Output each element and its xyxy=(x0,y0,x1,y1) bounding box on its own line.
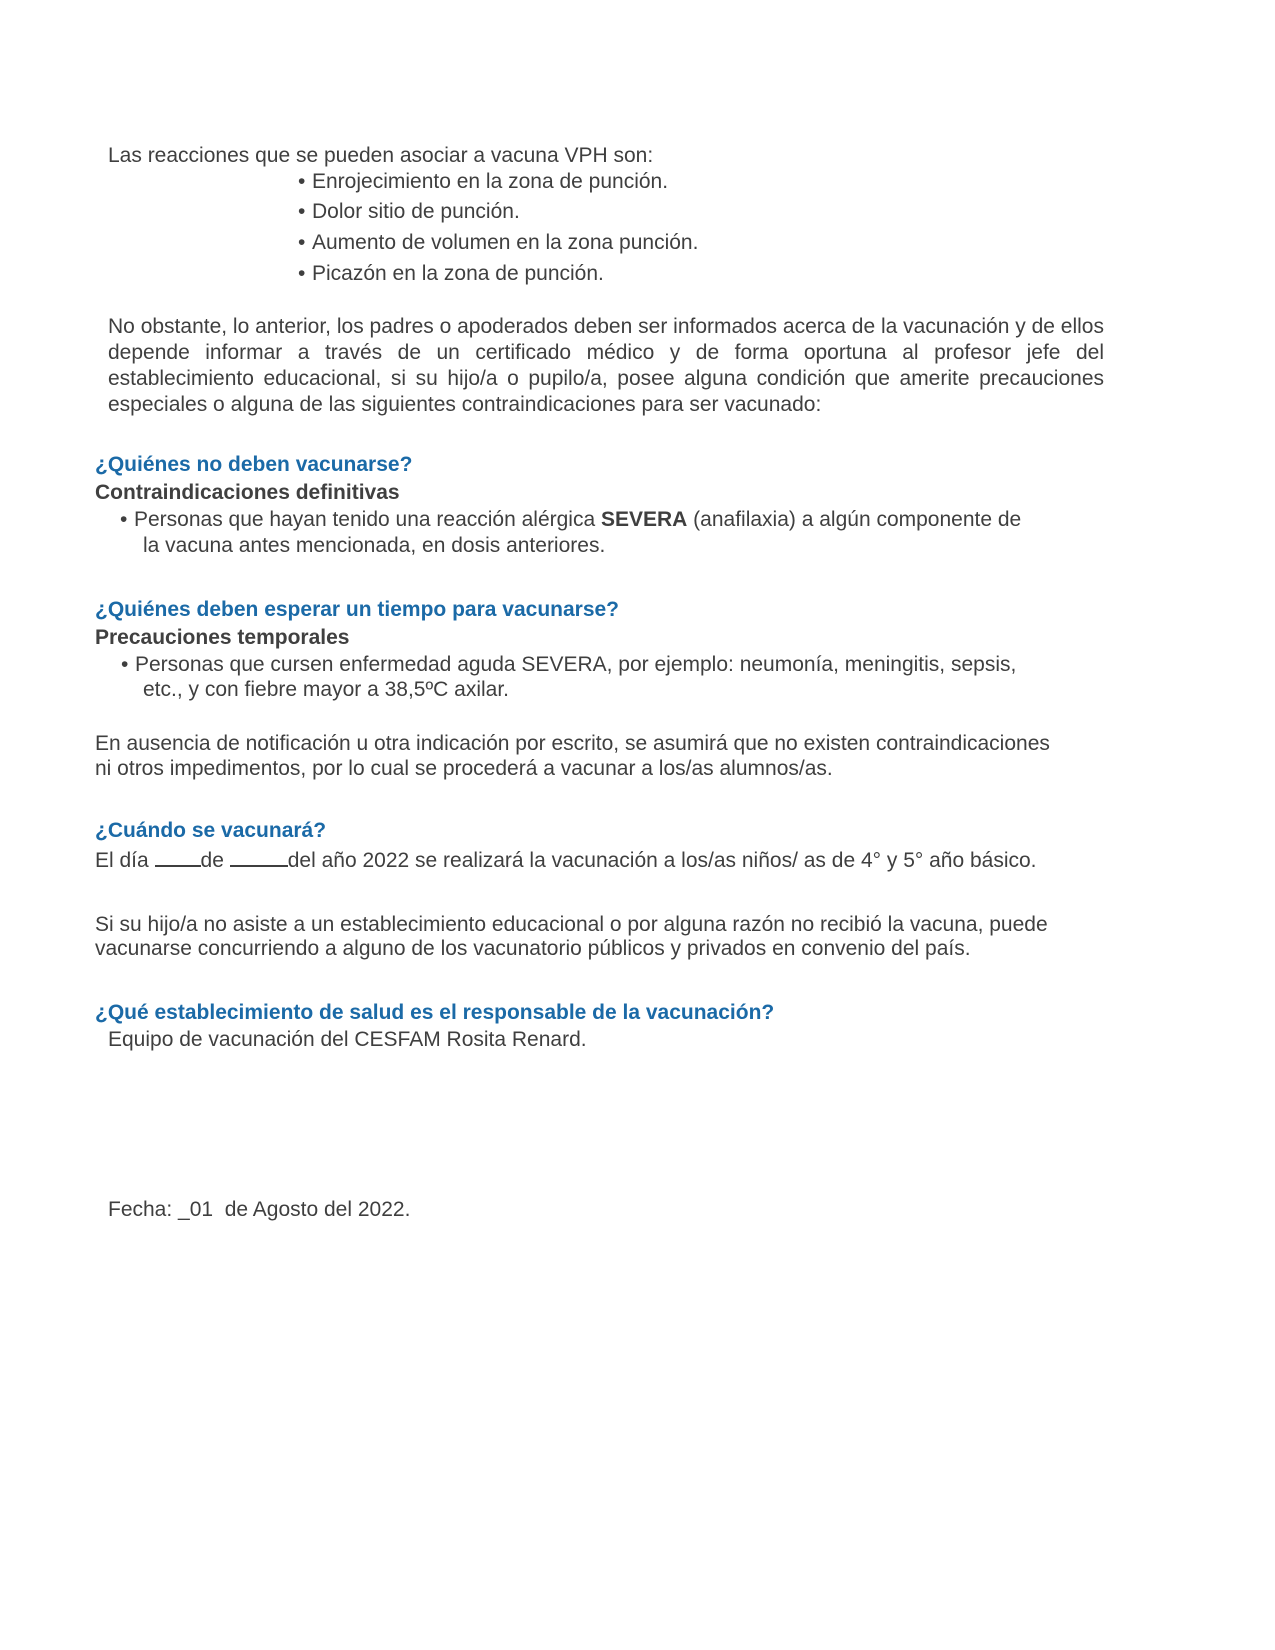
subheading-definitive: Contraindicaciones definitivas xyxy=(95,481,400,504)
temporary-item: • Personas que cursen enfermedad aguda SEVERA, por ejemplo: neumonía, meningitis, sepsis, xyxy=(121,653,1017,676)
reaction-item: • Dolor sitio de punción. xyxy=(298,200,520,223)
bullet-icon: • xyxy=(298,170,306,193)
bullet-icon: • xyxy=(121,653,129,676)
temporary-item-continuation: etc., y con fiebre mayor a 38,5ºC axilar. xyxy=(143,678,510,701)
reaction-item: • Picazón en la zona de punción. xyxy=(298,262,604,285)
absence-paragraph-line1: En ausencia de notificación u otra indicación por escrito, se asumirá que no existen contraindicaciones xyxy=(95,732,1050,755)
heading-when: ¿Cuándo se vacunará? xyxy=(95,819,327,842)
subheading-temporary: Precauciones temporales xyxy=(95,626,350,649)
notice-paragraph: No obstante, lo anterior, los padres o apoderados deben ser informados acerca de la vacunación y de ellos depende informar a través de un certificado médico y de forma oportuna al profesor jefe del establecimiento educacional, si su hijo/a o pupilo/a, posee alguna condición que amerite precauciones especiales o alguna de las siguientes contraindicaciones para ser vacunado: xyxy=(108,315,1104,416)
month-blank xyxy=(230,847,288,867)
date-line: Fecha: _01 de Agosto del 2022. xyxy=(108,1198,411,1221)
absence-paragraph-line2: ni otros impedimentos, por lo cual se procederá a vacunar a los/as alumnos/as. xyxy=(95,757,833,780)
day-blank xyxy=(155,847,201,867)
bullet-icon: • xyxy=(298,262,306,285)
bullet-icon: • xyxy=(120,508,128,531)
heading-who-wait: ¿Quiénes deben esperar un tiempo para vacunarse? xyxy=(95,598,620,621)
reaction-item: • Aumento de volumen en la zona punción. xyxy=(298,231,699,254)
severa-emphasis: SEVERA xyxy=(600,508,688,531)
bullet-icon: • xyxy=(298,200,306,223)
no-attendance-line1: Si su hijo/a no asiste a un establecimiento educacional o por alguna razón no recibió la vacuna, puede xyxy=(95,913,1048,936)
heading-responsible: ¿Qué establecimiento de salud es el responsable de la vacunación? xyxy=(95,1001,775,1024)
definitive-item-continuation: la vacuna antes mencionada, en dosis anteriores. xyxy=(143,534,606,557)
bullet-icon: • xyxy=(298,231,306,254)
when-sentence: El día de del año 2022 se realizará la vacunación a los/as niños/ as de 4° y 5° año básico. xyxy=(95,849,1037,872)
responsible-answer: Equipo de vacunación del CESFAM Rosita Renard. xyxy=(108,1028,587,1051)
no-attendance-line2: vacunarse concurriendo a alguno de los vacunatorio públicos y privados en convenio del país. xyxy=(95,937,971,960)
reactions-intro: Las reacciones que se pueden asociar a vacuna VPH son: xyxy=(108,144,654,167)
reaction-item: • Enrojecimiento en la zona de punción. xyxy=(298,170,669,193)
heading-who-not-vaccinate: ¿Quiénes no deben vacunarse? xyxy=(95,453,413,476)
definitive-item: • Personas que hayan tenido una reacción alérgica SEVERA (anafilaxia) a algún componente de xyxy=(120,508,1022,531)
